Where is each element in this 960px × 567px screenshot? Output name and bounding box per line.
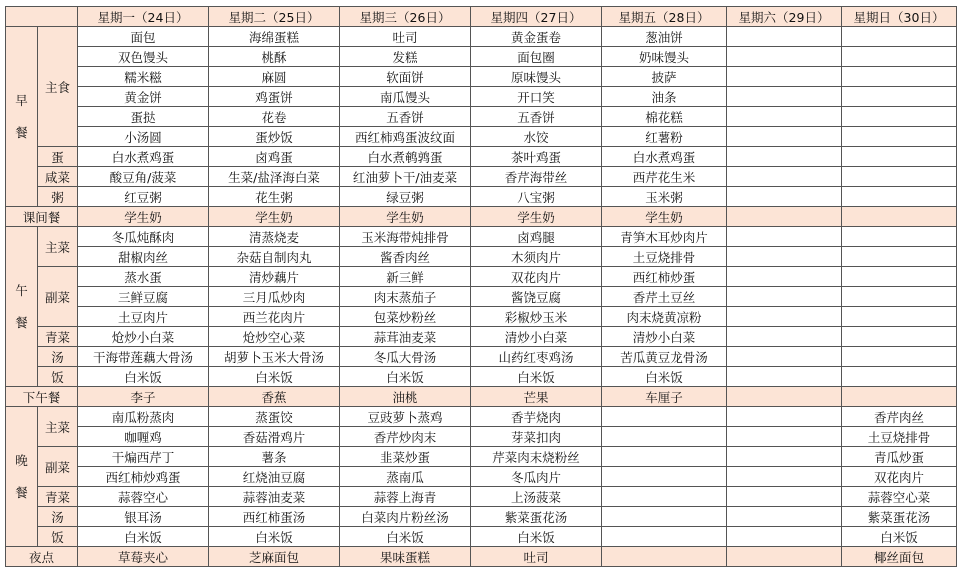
dish-cell: 白米饭 [602, 367, 727, 387]
dish-cell: 红薯粉 [602, 127, 727, 147]
breakfast-staple-row [6, 127, 957, 147]
weekly-menu [5, 6, 957, 567]
dish-cell: 草莓夹心 [78, 547, 209, 567]
dish-cell: 胡萝卜玉米大骨汤 [209, 347, 340, 367]
dish-cell [727, 87, 842, 107]
midmorning-row [6, 207, 957, 227]
dish-cell: 学生奶 [471, 207, 602, 227]
dish-cell [842, 47, 957, 67]
afternoon-row [6, 387, 957, 407]
day-header: 星期二（25日） [209, 7, 340, 27]
dish-cell: 蒜茸油麦菜 [340, 327, 471, 347]
header-row [6, 7, 957, 27]
dish-cell: 玉米粥 [602, 187, 727, 207]
dish-cell: 原味馒头 [471, 67, 602, 87]
corner-cell [6, 7, 78, 27]
dish-cell [727, 527, 842, 547]
dish-cell: 白水煮鸡蛋 [78, 147, 209, 167]
dish-cell: 开口笑 [471, 87, 602, 107]
dish-cell: 西红柿鸡蛋波纹面 [340, 127, 471, 147]
dish-cell [842, 287, 957, 307]
dish-cell: 红油萝卜干/油麦菜 [340, 167, 471, 187]
dish-cell [727, 147, 842, 167]
dish-cell [727, 487, 842, 507]
dish-cell [602, 507, 727, 527]
category-soup: 汤 [38, 347, 78, 367]
dish-cell: 白米饭 [842, 527, 957, 547]
dish-cell [727, 27, 842, 47]
dish-cell [727, 447, 842, 467]
category-pickle: 咸菜 [38, 167, 78, 187]
dinner-side-row [6, 447, 957, 467]
dish-cell [727, 467, 842, 487]
dish-cell: 葱油饼 [602, 27, 727, 47]
dish-cell: 清炒小白菜 [602, 327, 727, 347]
dish-cell: 芒果 [471, 387, 602, 407]
dish-cell: 蒸南瓜 [340, 467, 471, 487]
dish-cell: 双色馒头 [78, 47, 209, 67]
menu-body [6, 7, 957, 567]
dinner-soup-row [6, 507, 957, 527]
dish-cell: 南瓜粉蒸肉 [78, 407, 209, 427]
dish-cell: 蒜蓉上海青 [340, 487, 471, 507]
dish-cell: 咖喱鸡 [78, 427, 209, 447]
dish-cell: 发糕 [340, 47, 471, 67]
dish-cell: 芽菜扣肉 [471, 427, 602, 447]
breakfast-meal-label [6, 27, 38, 207]
dish-cell: 花卷 [209, 107, 340, 127]
dish-cell [727, 427, 842, 447]
dish-cell [727, 407, 842, 427]
dish-cell [727, 367, 842, 387]
category-porridge: 粥 [38, 187, 78, 207]
dish-cell: 白菜肉片粉丝汤 [340, 507, 471, 527]
dish-cell: 白米饭 [340, 367, 471, 387]
lunch-meal-char: 午 [15, 282, 28, 298]
lunch-main-row [6, 247, 957, 267]
dish-cell: 西红柿炒蛋 [602, 267, 727, 287]
dish-cell: 生菜/盐泽海白菜 [209, 167, 340, 187]
dish-cell [727, 47, 842, 67]
dish-cell: 青笋木耳炒肉片 [602, 227, 727, 247]
breakfast-meal-char: 餐 [15, 124, 28, 140]
dish-cell: 学生奶 [340, 207, 471, 227]
dish-cell: 青瓜炒蛋 [842, 447, 957, 467]
dish-cell: 西芹花生米 [602, 167, 727, 187]
lunch-side-row [6, 287, 957, 307]
dish-cell [727, 307, 842, 327]
dish-cell: 木须肉片 [471, 247, 602, 267]
dish-cell [727, 227, 842, 247]
dish-cell: 白米饭 [209, 527, 340, 547]
dish-cell [842, 247, 957, 267]
dish-cell: 学生奶 [602, 207, 727, 227]
dish-cell: 黄金蛋卷 [471, 27, 602, 47]
breakfast-egg-row [6, 147, 957, 167]
dish-cell: 桃酥 [209, 47, 340, 67]
dish-cell: 奶味馒头 [602, 47, 727, 67]
dish-cell [842, 67, 957, 87]
day-header: 星期六（29日） [727, 7, 842, 27]
category-staple: 主食 [38, 27, 78, 147]
dish-cell: 披萨 [602, 67, 727, 87]
dish-cell: 干海带莲藕大骨汤 [78, 347, 209, 367]
dish-cell: 八宝粥 [471, 187, 602, 207]
dish-cell [727, 267, 842, 287]
dish-cell: 双花肉片 [842, 467, 957, 487]
lunch-rice-row [6, 367, 957, 387]
dish-cell: 芝麻面包 [209, 547, 340, 567]
dish-cell: 蒸蛋饺 [209, 407, 340, 427]
dish-cell: 香芋烧肉 [471, 407, 602, 427]
dish-cell [727, 347, 842, 367]
dish-cell [602, 487, 727, 507]
dish-cell: 杂菇自制肉丸 [209, 247, 340, 267]
dish-cell: 糯米糍 [78, 67, 209, 87]
dish-cell: 面包 [78, 27, 209, 47]
dish-cell [842, 267, 957, 287]
dish-cell: 西红柿炒鸡蛋 [78, 467, 209, 487]
dish-cell: 白米饭 [471, 367, 602, 387]
dish-cell: 甜椒肉丝 [78, 247, 209, 267]
dish-cell: 清炒藕片 [209, 267, 340, 287]
dish-cell [602, 527, 727, 547]
dish-cell [842, 167, 957, 187]
breakfast-staple-row [6, 67, 957, 87]
dish-cell: 干煸西芹丁 [78, 447, 209, 467]
dish-cell: 冬瓜肉片 [471, 467, 602, 487]
dish-cell: 水饺 [471, 127, 602, 147]
dish-cell: 三鲜豆腐 [78, 287, 209, 307]
breakfast-staple-row [6, 27, 957, 47]
dish-cell: 蛋挞 [78, 107, 209, 127]
dish-cell [727, 287, 842, 307]
dinner-greens-row [6, 487, 957, 507]
day-header: 星期五（28日） [602, 7, 727, 27]
dish-cell: 山药红枣鸡汤 [471, 347, 602, 367]
breakfast-staple-row [6, 47, 957, 67]
lunch-side-row [6, 307, 957, 327]
dinner-main-row [6, 407, 957, 427]
dish-cell [842, 27, 957, 47]
dish-cell: 果味蛋糕 [340, 547, 471, 567]
lunch-meal-label [6, 227, 38, 387]
dish-cell: 苦瓜黄豆龙骨汤 [602, 347, 727, 367]
dish-cell: 学生奶 [78, 207, 209, 227]
dish-cell: 酸豆角/菠菜 [78, 167, 209, 187]
dish-cell [727, 507, 842, 527]
dish-cell [842, 147, 957, 167]
dish-cell: 蒜蓉空心菜 [842, 487, 957, 507]
dish-cell: 酱饶豆腐 [471, 287, 602, 307]
dish-cell [727, 327, 842, 347]
dish-cell: 清蒸烧麦 [209, 227, 340, 247]
dish-cell: 面包圈 [471, 47, 602, 67]
dish-cell: 椰丝面包 [842, 547, 957, 567]
dish-cell [602, 447, 727, 467]
dish-cell: 银耳汤 [78, 507, 209, 527]
dish-cell: 绿豆粥 [340, 187, 471, 207]
dish-cell: 白米饭 [78, 367, 209, 387]
dish-cell: 李子 [78, 387, 209, 407]
day-header: 星期四（27日） [471, 7, 602, 27]
lunch-greens-row [6, 327, 957, 347]
dinner-meal-char: 晚 [15, 452, 28, 468]
dish-cell: 蒜蓉空心 [78, 487, 209, 507]
dish-cell: 香芹海带丝 [471, 167, 602, 187]
dish-cell [727, 207, 842, 227]
dish-cell: 棉花糕 [602, 107, 727, 127]
day-header: 星期一（24日） [78, 7, 209, 27]
dish-cell [842, 347, 957, 367]
breakfast-pickle-row [6, 167, 957, 187]
dish-cell: 黄金饼 [78, 87, 209, 107]
lunch-side-row [6, 267, 957, 287]
dish-cell: 白水煮鹌鹑蛋 [340, 147, 471, 167]
dish-cell: 紫菜蛋花汤 [471, 507, 602, 527]
dish-cell [602, 467, 727, 487]
dish-cell: 吐司 [340, 27, 471, 47]
lunch-main-row [6, 227, 957, 247]
dish-cell: 蒜蓉油麦菜 [209, 487, 340, 507]
dish-cell: 土豆肉片 [78, 307, 209, 327]
dinner-meal-char: 餐 [15, 484, 28, 500]
dish-cell: 彩椒炒玉米 [471, 307, 602, 327]
breakfast-staple-row [6, 87, 957, 107]
dish-cell: 香芹肉丝 [842, 407, 957, 427]
category-side: 副菜 [38, 267, 78, 327]
dish-cell [842, 187, 957, 207]
dish-cell [842, 367, 957, 387]
dish-cell: 海绵蛋糕 [209, 27, 340, 47]
snack-label-midmorning: 课间餐 [6, 207, 78, 227]
menu-table [5, 6, 957, 567]
dish-cell: 西红柿蛋汤 [209, 507, 340, 527]
category-greens: 青菜 [38, 487, 78, 507]
lunch-soup-row [6, 347, 957, 367]
dish-cell [842, 207, 957, 227]
dish-cell: 小汤圆 [78, 127, 209, 147]
dish-cell: 上汤菠菜 [471, 487, 602, 507]
breakfast-meal-char: 早 [15, 92, 28, 108]
dish-cell: 白水煮鸡蛋 [602, 147, 727, 167]
category-rice: 饭 [38, 527, 78, 547]
dish-cell: 油条 [602, 87, 727, 107]
dish-cell [842, 87, 957, 107]
dish-cell: 包菜炒粉丝 [340, 307, 471, 327]
dish-cell: 学生奶 [209, 207, 340, 227]
breakfast-porridge-row [6, 187, 957, 207]
dish-cell: 肉末蒸茄子 [340, 287, 471, 307]
dish-cell: 玉米海带炖排骨 [340, 227, 471, 247]
dish-cell: 红烧油豆腐 [209, 467, 340, 487]
dish-cell [727, 247, 842, 267]
dish-cell: 南瓜馒头 [340, 87, 471, 107]
dish-cell [842, 307, 957, 327]
snack-label-night: 夜点 [6, 547, 78, 567]
dish-cell: 麻圆 [209, 67, 340, 87]
dish-cell [842, 107, 957, 127]
dish-cell: 炝炒小白菜 [78, 327, 209, 347]
dish-cell: 酱香肉丝 [340, 247, 471, 267]
dish-cell: 蛋炒饭 [209, 127, 340, 147]
dish-cell: 西兰花肉片 [209, 307, 340, 327]
dish-cell [727, 167, 842, 187]
dish-cell: 蒸水蛋 [78, 267, 209, 287]
dish-cell: 双花肉片 [471, 267, 602, 287]
dish-cell: 炝炒空心菜 [209, 327, 340, 347]
day-header: 星期日（30日） [842, 7, 957, 27]
dish-cell: 冬瓜大骨汤 [340, 347, 471, 367]
category-rice: 饭 [38, 367, 78, 387]
dish-cell: 白米饭 [78, 527, 209, 547]
dish-cell [602, 427, 727, 447]
dish-cell: 软面饼 [340, 67, 471, 87]
dish-cell: 五香饼 [471, 107, 602, 127]
dish-cell: 新三鲜 [340, 267, 471, 287]
category-main: 主菜 [38, 227, 78, 267]
dish-cell: 香蕉 [209, 387, 340, 407]
dish-cell [727, 187, 842, 207]
dinner-side-row [6, 467, 957, 487]
dish-cell: 五香饼 [340, 107, 471, 127]
dish-cell: 卤鸡腿 [471, 227, 602, 247]
dish-cell: 鸡蛋饼 [209, 87, 340, 107]
dish-cell: 白米饭 [340, 527, 471, 547]
dish-cell: 豆豉萝卜蒸鸡 [340, 407, 471, 427]
dish-cell: 冬瓜炖酥肉 [78, 227, 209, 247]
category-main: 主菜 [38, 407, 78, 447]
dinner-rice-row [6, 527, 957, 547]
dish-cell [842, 387, 957, 407]
dish-cell [602, 547, 727, 567]
dish-cell: 油桃 [340, 387, 471, 407]
category-egg: 蛋 [38, 147, 78, 167]
category-side: 副菜 [38, 447, 78, 487]
dish-cell: 茶叶鸡蛋 [471, 147, 602, 167]
dish-cell: 卤鸡蛋 [209, 147, 340, 167]
category-soup: 汤 [38, 507, 78, 527]
day-header: 星期三（26日） [340, 7, 471, 27]
dish-cell [727, 127, 842, 147]
dish-cell: 韭菜炒蛋 [340, 447, 471, 467]
dish-cell: 紫菜蛋花汤 [842, 507, 957, 527]
dish-cell: 吐司 [471, 547, 602, 567]
dish-cell: 花生粥 [209, 187, 340, 207]
dish-cell: 芹菜肉末烧粉丝 [471, 447, 602, 467]
dish-cell: 车厘子 [602, 387, 727, 407]
dish-cell: 香芹炒肉末 [340, 427, 471, 447]
breakfast-staple-row [6, 107, 957, 127]
dish-cell: 土豆烧排骨 [602, 247, 727, 267]
dish-cell: 香菇滑鸡片 [209, 427, 340, 447]
dish-cell: 香芹土豆丝 [602, 287, 727, 307]
dish-cell: 肉末烧黄凉粉 [602, 307, 727, 327]
lunch-meal-char: 餐 [15, 314, 28, 330]
dish-cell: 清炒小白菜 [471, 327, 602, 347]
dish-cell [727, 107, 842, 127]
dish-cell [842, 327, 957, 347]
dish-cell: 红豆粥 [78, 187, 209, 207]
dish-cell: 三月瓜炒肉 [209, 287, 340, 307]
dish-cell [727, 387, 842, 407]
dinner-main-row [6, 427, 957, 447]
snack-label-afternoon: 下午餐 [6, 387, 78, 407]
dish-cell [842, 127, 957, 147]
dinner-meal-label [6, 407, 38, 547]
night-row [6, 547, 957, 567]
dish-cell [842, 227, 957, 247]
dish-cell: 白米饭 [471, 527, 602, 547]
dish-cell: 土豆烧排骨 [842, 427, 957, 447]
category-greens: 青菜 [38, 327, 78, 347]
dish-cell: 白米饭 [209, 367, 340, 387]
dish-cell [602, 407, 727, 427]
dish-cell [727, 67, 842, 87]
dish-cell: 薯条 [209, 447, 340, 467]
dish-cell [727, 547, 842, 567]
